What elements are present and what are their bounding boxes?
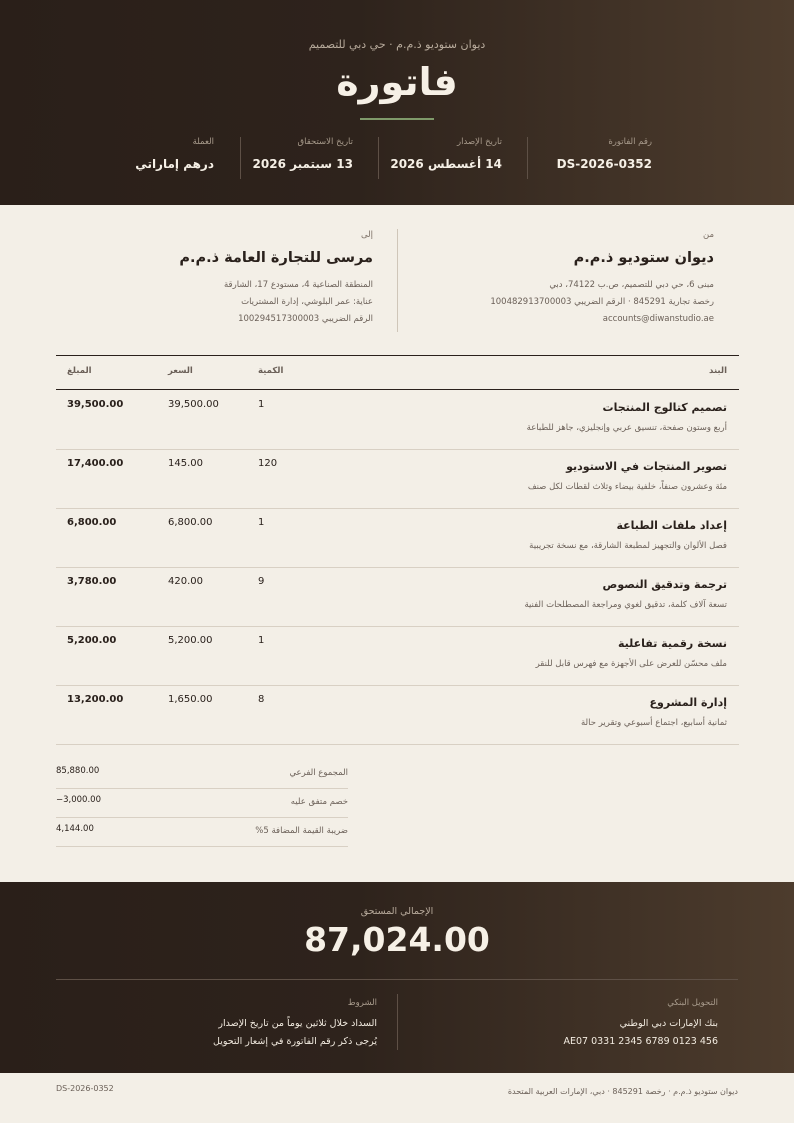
from-license: رخصة تجارية 845291 · الرقم الضريبي 100482913700003 (490, 297, 714, 307)
item-price: 5,200.00 (168, 635, 213, 646)
from-address: مبنى 6، حي دبي للتصميم، ص.ب 74122، دبي (549, 280, 714, 290)
item-qty: 1 (258, 517, 265, 528)
footer-company: ديوان ستوديو ذ.م.م · رخصة 845291 · دبي، الإمارات العربية المتحدة (507, 1087, 738, 1096)
meta-invoice-number: رقم الفاتورة DS-2026-0352 (556, 137, 652, 171)
th-item: البند (709, 366, 727, 376)
item-amount: 39,500.00 (67, 399, 124, 410)
party-divider (397, 229, 398, 332)
item-price: 1,650.00 (168, 694, 213, 705)
th-qty: الكمية (258, 366, 284, 376)
subtotal-row (56, 760, 348, 789)
vat-value: 4,144.00 (56, 824, 94, 834)
item-amount: 13,200.00 (67, 694, 124, 705)
discount-row (56, 789, 348, 818)
meta-due-date: تاريخ الاستحقاق 13 سبتمبر 2026 (252, 137, 353, 171)
band-column-divider (397, 994, 398, 1050)
item-amount: 17,400.00 (67, 458, 124, 469)
item-desc: ملف محسّن للعرض على الأجهزة مع فهرس قابل للنقر (535, 659, 727, 669)
to-tax-number: الرقم الضريبي 100294517300003 (238, 314, 373, 324)
total-due-label: الإجمالي المستحق (360, 906, 434, 917)
meta-issue-date: تاريخ الإصدار 14 أغسطس 2026 (390, 137, 502, 171)
discount-label: خصم متفق عليه (290, 797, 348, 807)
bank-iban: AE07 0331 2345 6789 0123 456 (563, 1036, 718, 1047)
from-label: من (702, 230, 714, 240)
total-due-band (0, 882, 794, 1073)
page-title: فاتورة (336, 60, 458, 104)
bank-transfer (418, 998, 718, 1047)
meta-divider (527, 137, 528, 179)
to-block (43, 230, 373, 324)
meta-divider (378, 137, 379, 179)
band-divider (56, 979, 738, 980)
item-desc: أربع وستون صفحة، تنسيق عربي وإنجليزي، جاهز للطباعة (526, 423, 727, 433)
invoice-header (0, 0, 794, 205)
table-row (56, 567, 739, 627)
item-qty: 120 (258, 458, 278, 469)
meta-divider (240, 137, 241, 179)
item-desc: مئة وعشرون صنفاً، خلفية بيضاء وثلاث لقطات لكل صنف (527, 482, 727, 492)
from-name: ديوان ستوديو ذ.م.م (573, 250, 714, 266)
discount-value: −3,000.00 (56, 795, 101, 805)
item-amount: 5,200.00 (67, 635, 117, 646)
item-amount: 3,780.00 (67, 576, 117, 587)
item-amount: 6,800.00 (67, 517, 117, 528)
item-price: 39,500.00 (168, 399, 219, 410)
bank-name: بنك الإمارات دبي الوطني (619, 1018, 718, 1029)
table-top-rule (56, 355, 739, 356)
title-underline (360, 118, 434, 120)
th-amount: المبلغ (67, 366, 92, 376)
from-email[interactable]: accounts@diwanstudio.ae (602, 314, 714, 324)
item-name: إعداد ملفات الطباعة (616, 519, 727, 532)
company-subtitle: ديوان ستوديو ذ.م.م · حي دبي للتصميم (308, 38, 486, 51)
table-row (56, 626, 739, 686)
to-label: إلى (360, 230, 373, 240)
item-name: تصوير المنتجات في الاستوديو (566, 460, 727, 473)
terms-line-2: يُرجى ذكر رقم الفاتورة في إشعار التحويل (213, 1036, 377, 1047)
item-desc: ثمانية أسابيع، اجتماع أسبوعي وتقرير حالة (581, 718, 727, 728)
meta-currency: العملة درهم إماراتي (135, 137, 214, 171)
th-price: السعر (168, 366, 193, 376)
from-block (384, 230, 714, 324)
table-row (56, 449, 739, 509)
terms-line-1: السداد خلال ثلاثين يوماً من تاريخ الإصدار (218, 1018, 377, 1029)
item-price: 6,800.00 (168, 517, 213, 528)
item-qty: 8 (258, 694, 265, 705)
terms-label: الشروط (347, 998, 377, 1008)
item-name: إدارة المشروع (649, 696, 727, 709)
item-qty: 9 (258, 576, 265, 587)
table-row (56, 390, 739, 450)
to-attention: عناية: عمر البلوشي، إدارة المشتريات (241, 297, 373, 307)
table-row (56, 508, 739, 568)
subtotal-value: 85,880.00 (56, 766, 100, 776)
table-row (56, 685, 739, 745)
footer-invoice-number: DS-2026-0352 (56, 1084, 114, 1093)
item-price: 145.00 (168, 458, 203, 469)
item-name: تصميم كتالوج المنتجات (602, 401, 727, 414)
item-name: ترجمة وتدقيق النصوص (602, 578, 727, 591)
item-qty: 1 (258, 399, 265, 410)
bank-label: التحويل البنكي (667, 998, 718, 1008)
item-price: 420.00 (168, 576, 203, 587)
to-address: المنطقة الصناعية 4، مستودع 17، الشارقة (224, 280, 373, 290)
item-desc: تسعة آلاف كلمة، تدقيق لغوي ومراجعة المصطلحات الفنية (524, 600, 727, 610)
item-name: نسخة رقمية تفاعلية (618, 637, 727, 650)
vat-label: ضريبة القيمة المضافة 5% (255, 826, 348, 836)
item-desc: فصل الألوان والتجهيز لمطبعة الشارقة، مع نسخة تجريبية (529, 541, 727, 551)
vat-row (56, 818, 348, 847)
subtotal-label: المجموع الفرعي (289, 768, 348, 778)
item-qty: 1 (258, 635, 265, 646)
to-name: مرسى للتجارة العامة ذ.م.م (179, 250, 373, 266)
total-due-amount: 87,024.00 (304, 920, 490, 959)
payment-terms (77, 998, 377, 1047)
